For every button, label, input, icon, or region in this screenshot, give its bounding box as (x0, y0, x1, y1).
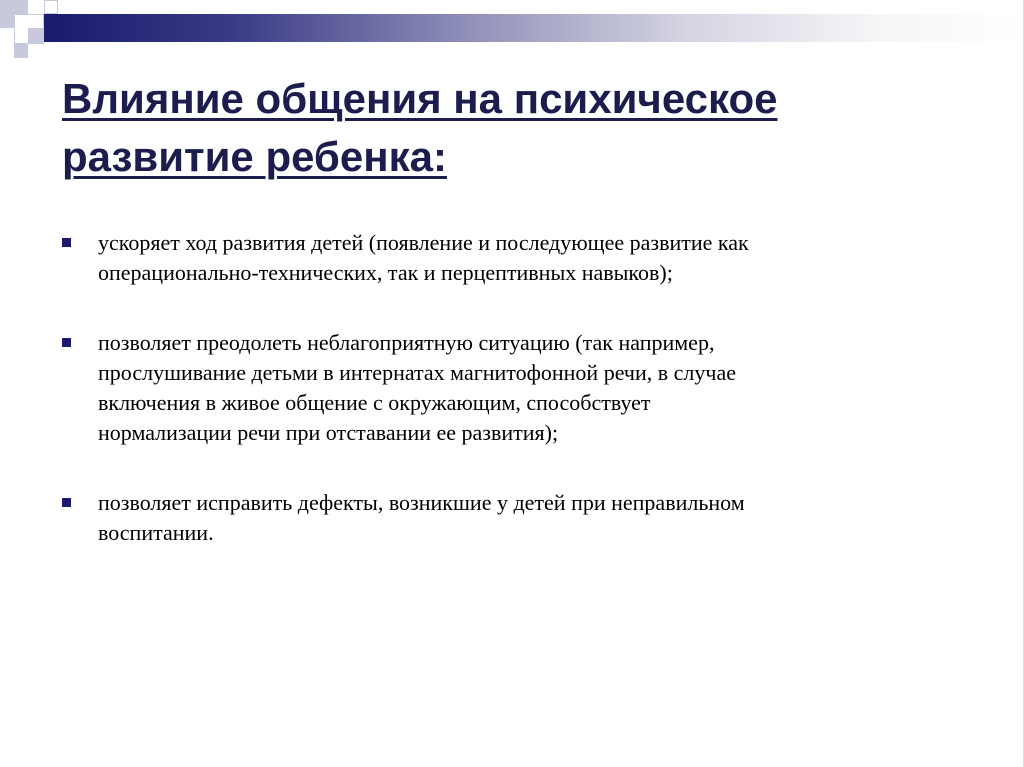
bullet-text-line: включения в живое общение с окружающим, способствует (98, 390, 651, 415)
bullet-text-line: нормализации речи при отставании ее развития); (98, 420, 559, 445)
bullet-text-line: воспитании. (98, 520, 214, 545)
slide-title (62, 70, 962, 186)
square-bullet-icon (62, 238, 71, 247)
decor-square (44, 14, 58, 42)
bullet-item (62, 328, 962, 448)
decor-square (44, 0, 58, 14)
bullet-list (62, 228, 962, 588)
header-gradient-band (58, 14, 1024, 42)
square-bullet-icon (62, 338, 71, 347)
bullet-text-line: операционально-технических, так и перцептивных навыков); (98, 260, 673, 285)
slide-title-line: развитие ребенка: (62, 133, 447, 180)
bullet-text-line: прослушивание детьми в интернатах магнитофонной речи, в случае (98, 360, 736, 385)
bullet-item (62, 228, 962, 288)
decor-square (28, 28, 44, 44)
bullet-text-line: позволяет исправить дефекты, возникшие у детей при неправильном (98, 490, 745, 515)
bullet-text-line: позволяет преодолеть неблагоприятную ситуацию (так например, (98, 330, 715, 355)
bullet-text-line: ускоряет ход развития детей (появление и последующее развитие как (98, 230, 749, 255)
decor-square (14, 44, 28, 58)
square-bullet-icon (62, 498, 71, 507)
slide-title-line: Влияние общения на психическое (62, 75, 778, 122)
bullet-item (62, 488, 962, 548)
